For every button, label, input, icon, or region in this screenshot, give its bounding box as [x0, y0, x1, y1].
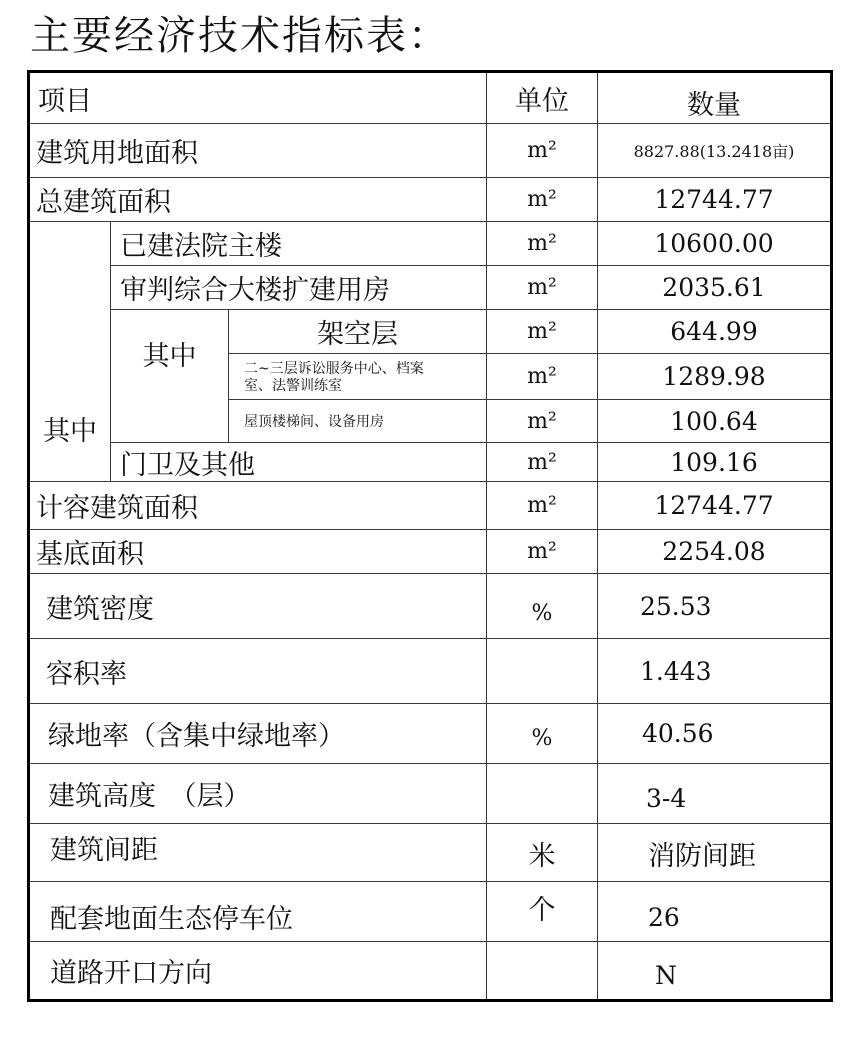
- economic-indicators-table: [27, 70, 833, 1002]
- row-trial-ext-item: 审判综合大楼扩建用房: [120, 275, 390, 306]
- row-spacing-unit: 米: [528, 840, 556, 872]
- row-roof-stair-item: 屋顶楼梯间、设备用房: [244, 414, 384, 430]
- row-green-rate-unit: %: [531, 726, 553, 751]
- header-unit: 单位: [515, 85, 569, 117]
- sub-among-label: 其中: [142, 340, 197, 372]
- row-gate-other-item: 门卫及其他: [120, 449, 255, 481]
- row-gate-other-unit: m²: [527, 449, 557, 475]
- row-total-area-item: 总建筑面积: [36, 187, 171, 218]
- row-green-rate-qty: 40.56: [642, 719, 714, 748]
- row-density-item: 建筑密度: [46, 593, 154, 625]
- row-land-area-qty: 8827.88(13.2418亩): [633, 142, 795, 161]
- row-height-unit: [487, 764, 597, 823]
- row-land-area-unit: m²: [527, 138, 557, 163]
- row-parking-item: 配套地面生态停车位: [50, 903, 293, 935]
- row-height-qty: 3-4: [646, 784, 687, 813]
- row-spacing-item: 建筑间距: [50, 834, 158, 866]
- row-road-opening-item: 道路开口方向: [50, 958, 212, 989]
- row-far-area-unit: m²: [527, 493, 557, 518]
- row-total-area-qty: 12744.77: [654, 185, 774, 214]
- header-qty: 数量: [687, 89, 741, 121]
- row-base-area-qty: 2254.08: [662, 537, 766, 566]
- row-height-item: 建筑高度 （层）: [48, 781, 251, 812]
- row-base-area-unit: m²: [527, 539, 557, 564]
- row-far-unit: [487, 639, 597, 703]
- row-court-main-item: 已建法院主楼: [120, 231, 282, 262]
- page-title: 主要经济技术指标表：: [30, 13, 450, 59]
- row-roof-stair-unit: m²: [527, 408, 557, 434]
- row-far-qty: 1.443: [640, 656, 712, 686]
- row-far-area-item: 计容建筑面积: [36, 493, 198, 524]
- row-gate-other-qty: 109.16: [670, 447, 758, 477]
- row-density-unit: %: [531, 600, 553, 626]
- row-court-main-unit: m²: [527, 231, 557, 256]
- row-base-area-item: 基底面积: [36, 539, 144, 570]
- row-green-rate-item: 绿地率（含集中绿地率）: [48, 721, 345, 752]
- row-road-opening-unit: [487, 942, 597, 999]
- row-stilt-floor-qty: 644.99: [670, 317, 758, 346]
- row-far-area-qty: 12744.77: [654, 491, 774, 520]
- row-floor23-qty: 1289.98: [662, 362, 766, 391]
- row-parking-unit: 个: [528, 894, 556, 926]
- among-label: 其中: [43, 415, 97, 447]
- row-stilt-floor-item: 架空层: [317, 319, 398, 350]
- row-trial-ext-qty: 2035.61: [662, 273, 766, 302]
- row-trial-ext-unit: m²: [527, 275, 557, 300]
- row-spacing-qty: 消防间距: [648, 840, 756, 872]
- row-road-opening-qty: N: [655, 961, 677, 990]
- row-parking-qty: 26: [648, 902, 680, 932]
- row-total-area-unit: m²: [527, 187, 557, 212]
- row-stilt-floor-unit: m²: [527, 319, 557, 344]
- row-far-item: 容积率: [46, 658, 127, 690]
- row-density-qty: 25.53: [640, 591, 712, 621]
- row-floor23-unit: m²: [527, 364, 557, 389]
- row-court-main-qty: 10600.00: [654, 229, 774, 258]
- header-item: 项目: [38, 85, 92, 117]
- row-floor23-item: 二~三层诉讼服务中心、档案室、法警训练室: [244, 361, 424, 394]
- row-land-area-item: 建筑用地面积: [36, 138, 198, 169]
- row-roof-stair-qty: 100.64: [670, 406, 758, 436]
